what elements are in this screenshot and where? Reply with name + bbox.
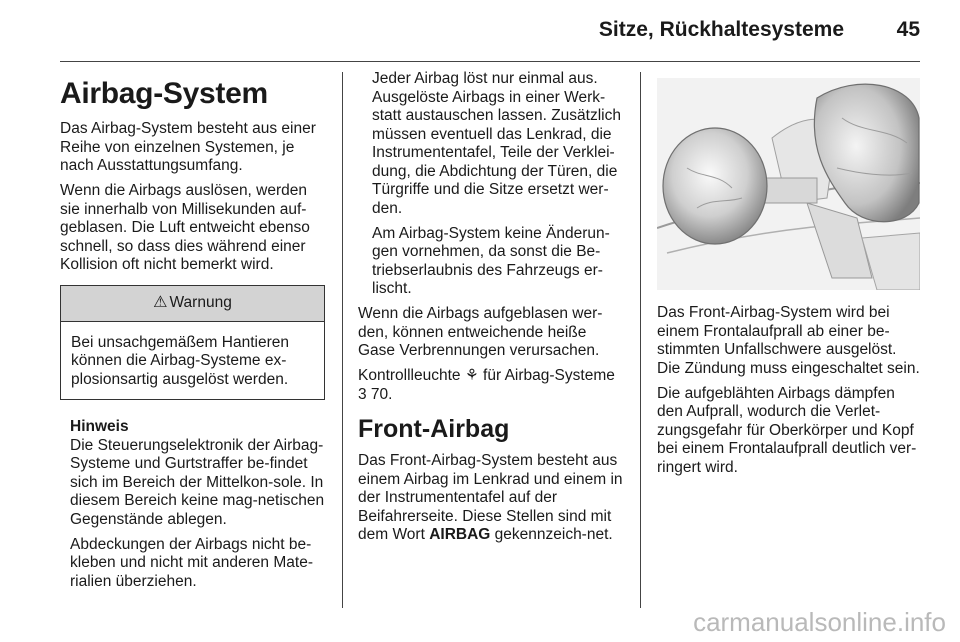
paragraph: Das Airbag-System besteht aus einer Reihe von einzelnen Systemen, je nach Ausstattungsumfang. (60, 120, 316, 174)
page-number: 45 (896, 18, 920, 41)
column-left (60, 70, 325, 598)
paragraph: Wenn die Airbags aufgeblasen wer-den, können entweichende heiße Gase Verbrennungen verursachen. (358, 305, 603, 359)
page-reference-link[interactable]: 3 70. (358, 385, 393, 403)
paragraph: Das Front-Airbag-System wird bei einem Frontalaufprall ab einer be-stimmten Unfallschwere ausgelöst. Die Zündung muss eingeschaltet sein. (657, 304, 920, 377)
chapter-title: Sitze, Rückhaltesysteme (598, 18, 844, 41)
section-heading-front-airbag: Front-Airbag (358, 415, 510, 443)
warning-title: Warnung (169, 293, 232, 311)
airbag-warning-light-icon: ⚘ (464, 367, 479, 384)
column-divider-2 (640, 72, 641, 608)
airbag-deployment-image (657, 78, 920, 290)
column-divider-1 (342, 72, 343, 608)
indented-block (358, 70, 623, 299)
watermark: carmanualsonline.info (693, 607, 946, 637)
note-block (70, 418, 325, 591)
paragraph: Jeder Airbag löst nur einmal aus. Ausgelöste Airbags in einer Werk-statt austauschen lassen. Zusätzlich müssen eventuell das Lenkrad, die Instrumententafel, Teile der Verklei-dung, die Abdichtung der Türen, die Türgriffe und die Sitze ersetzt wer-den. (372, 70, 621, 217)
column-right (657, 70, 922, 484)
note-paragraph: Die Steuerungselektronik der Airbag-Systeme und Gurtstraffer be-findet sich im Bereich der Mittelkon-sole. In diesem Bereich keine mag-netischen Gegenstände ablegen. (70, 436, 325, 528)
paragraph: Am Airbag-System keine Änderun-gen vornehmen, da sonst die Be-triebserlaubnis des Fahrzeugs er-lischt. (372, 224, 610, 297)
page-header (60, 18, 920, 48)
paragraph: Wenn die Airbags auslösen, werden sie innerhalb von Millisekunden auf-geblasen. Die Luft entweicht ebenso schnell, so dass dies während einer Kollision oft nicht bemerkt wird. (60, 182, 310, 273)
paragraph: Die aufgeblähten Airbags dämpfen den Aufprall, wodurch die Verlet-zungsgefahr für Oberkörper und Kopf bei einem Frontalaufprall deutlich ver-ringert wird. (657, 384, 917, 476)
warning-header (61, 286, 324, 322)
paragraph-warning-light: Kontrollleuchte ⚘ für Airbag-Systeme 3 70. (358, 367, 615, 403)
column-middle (358, 70, 623, 551)
warning-box (60, 285, 325, 401)
note-paragraph: Abdeckungen der Airbags nicht be-kleben und nicht mit anderen Mate-rialien überziehen. (70, 535, 313, 590)
warning-text: Bei unsachgemäßem Hantieren können die Airbag-Systeme ex-plosionsartig ausgelöst werden. (71, 333, 289, 388)
warning-triangle-icon: ⚠ (153, 293, 168, 311)
section-heading-airbag-system: Airbag-System (60, 77, 268, 110)
airbag-label: AIRBAG (429, 526, 491, 543)
header-divider (60, 61, 920, 62)
paragraph: Das Front-Airbag-System besteht aus einem Airbag im Lenkrad und einem in der Instrumententafel auf der Beifahrerseite. Diese Stellen sind mit dem Wort AIRBAG gekennzeich-net. (358, 452, 623, 543)
note-title: Hinweis (70, 418, 129, 435)
airbag-illustration (657, 78, 920, 290)
